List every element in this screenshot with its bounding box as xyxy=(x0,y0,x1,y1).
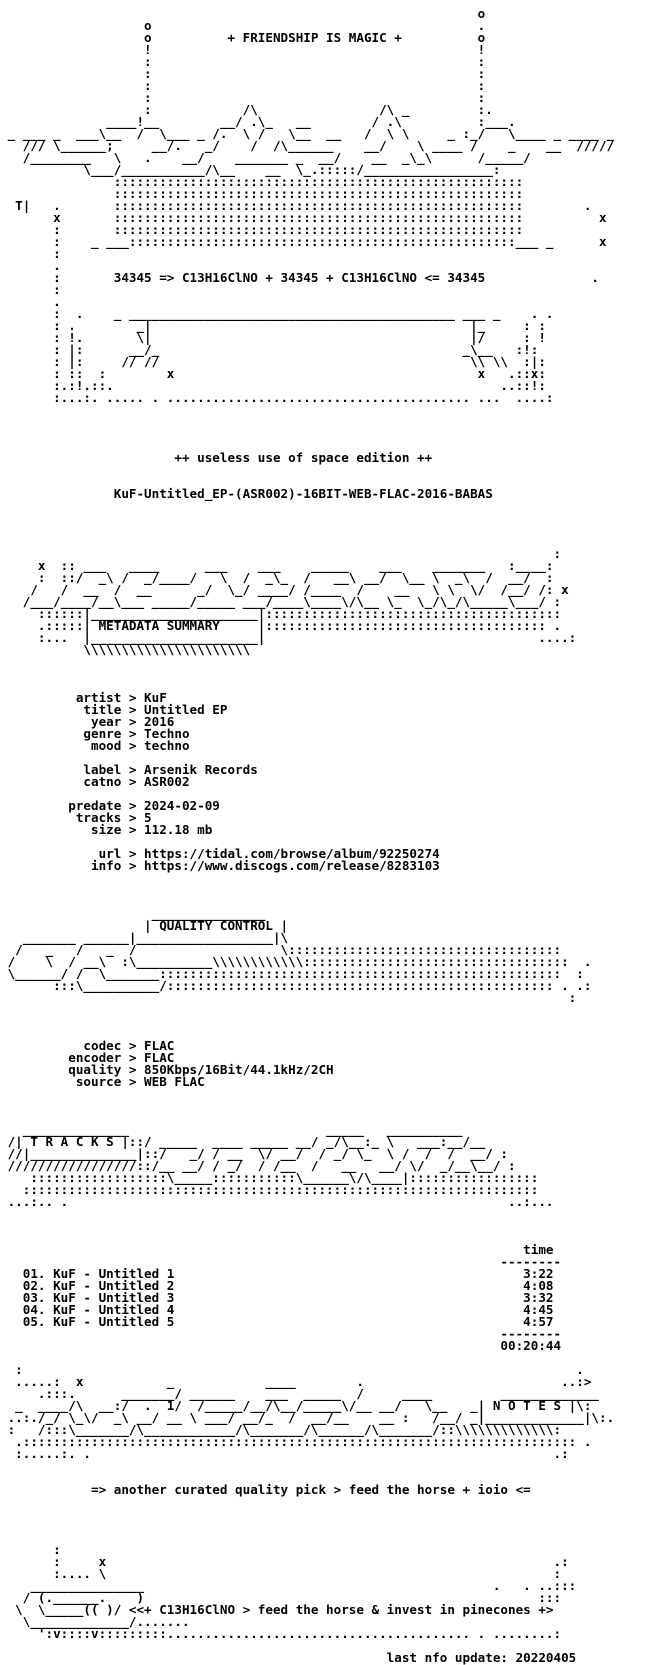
nfo-line: : _ ___:::::::::::::::::::::::::::::::::::::::::::::::::::___ _ x xyxy=(0,234,607,249)
nfo-line: _ ___ _ ___\__ / \___ _ /. \ / \__ __ / \ \ _ :_/ \____ _ ____ _ xyxy=(0,126,615,141)
nfo-line: :::::::::::::::::::::::::::::::::::::::::::::::::::::: xyxy=(0,186,524,201)
nfo-line: artist > KuF xyxy=(0,690,167,705)
nfo-line: mood > techno xyxy=(0,738,190,753)
nfo-line: url > https://tidal.com/browse/album/92250274 xyxy=(0,846,440,861)
nfo-line: \\\\\\\\\\\\\\\\\\\\\\ xyxy=(0,642,251,657)
nfo-line: x :::::::::::::::::::::::::::::::::::::::::::::::::::::: x xyxy=(0,210,607,225)
nfo-line: \ \_____(( )/ <<+ C13H16ClNO > feed the horse & invest in pinecones +> xyxy=(0,1602,554,1617)
nfo-line: :::\__________/::::::::::::::::::::::::::::::::::::::::::::::::::: . .: xyxy=(0,978,592,993)
nfo-line: tracks > 5 xyxy=(0,810,152,825)
nfo-line: //|______________|::/ _/ / __ \/ __/ / _/ \_ \ / / / __/ : xyxy=(0,1146,508,1161)
nfo-line: : : xyxy=(0,78,486,93)
nfo-line: ++ useless use of space edition ++ xyxy=(0,450,433,465)
nfo-line: : xyxy=(0,246,61,261)
nfo-line: : xyxy=(0,282,61,297)
nfo-line: codec > FLAC xyxy=(0,1038,175,1053)
nfo-line: ':v::::v:::::::::........................................ . ........: xyxy=(0,1626,562,1641)
nfo-line: : :: : x x .::x: xyxy=(0,366,546,381)
nfo-line: :.... \ : xyxy=(0,1566,562,1581)
nfo-line: ...:.. . ..:... xyxy=(0,1194,554,1209)
nfo-line: \______/ / \_______::::::::::::::::::::::::::::::::::::::::::::::::::::: : xyxy=(0,966,584,981)
nfo-line: encoder > FLAC xyxy=(0,1050,175,1065)
nfo-line: /////////////////::/__ __/ / _/ / /__ / __ __/ \/ _/__\__/ : xyxy=(0,1158,516,1173)
nfo-line: x :: ___ ____ ___ ___ _____ ___ _______ :____: xyxy=(0,558,554,573)
nfo-line: ____!__ __/ .\_ __ / .\ :___. xyxy=(0,114,516,129)
nfo-line: : 34345 => C13H16ClNO + 34345 + C13H16ClNO <= 34345 . xyxy=(0,270,599,285)
nfo-line: genre > Techno xyxy=(0,726,190,741)
nfo-line: info > https://www.discogs.com/release/8283103 xyxy=(0,858,440,873)
nfo-line: .::::::::::::::::::::::::::::::::::::::::::::::::::::::::::::::::::::::::: . xyxy=(0,1434,592,1449)
nfo-line: / (.______. ) ::: xyxy=(0,1590,562,1605)
nfo-line: ..:./_/ \_\/ _\ __/ __ \ ___/ __/_ / __/__ __ : /__/ _|_____________|\:. xyxy=(0,1410,615,1425)
nfo-line: _______ ______|__________________|\ xyxy=(0,930,289,945)
nfo-line: :.....:. . .: xyxy=(0,1446,569,1461)
nfo-line: source > WEB FLAC xyxy=(0,1074,205,1089)
nfo-line: .....: x _ ____ . ..:> xyxy=(0,1374,592,1389)
nfo-line: :.:!.::. ..::!: xyxy=(0,378,546,393)
nfo-line: : . _| |_ : : xyxy=(0,318,546,333)
nfo-line: :...:. ..... . ........................................ ... ....: xyxy=(0,390,554,405)
nfo-line: : x .: xyxy=(0,1554,569,1569)
nfo-line: ::::::|______________________|::::::::::::::::::::::::::::::::::::::: xyxy=(0,606,562,621)
nfo-line: 00:20:44 xyxy=(0,1338,562,1353)
nfo-line: : : xyxy=(0,66,486,81)
nfo-line: o + FRIENDSHIP IS MAGIC + o xyxy=(0,30,486,45)
nfo-line: 04. KuF - Untitled 4 4:45 xyxy=(0,1302,554,1317)
nfo-line: _______________ . . ..::: xyxy=(0,1578,577,1593)
nfo-line: | QUALITY CONTROL | xyxy=(0,918,289,933)
nfo-line: KuF-Untitled_EP-(ASR002)-16BIT-WEB-FLAC-2016-BABAS xyxy=(0,486,493,501)
nfo-line: predate > 2024-02-09 xyxy=(0,798,220,813)
nfo-line: _ ____/\ __:/ . 1/ /_____/__/\__/_____\/__ __/ \__ _| N O T E S |\: xyxy=(0,1398,592,1413)
nfo-line: time xyxy=(0,1242,554,1257)
nfo-line: year > 2016 xyxy=(0,714,175,729)
nfo-line: .:::::| METADATA SUMMARY |::::::::::::::::::::::::::::::::::::: . xyxy=(0,618,562,633)
nfo-line: : /\ /\ _ :. xyxy=(0,102,493,117)
nfo-line: . xyxy=(0,294,61,309)
nfo-line: quality > 850Kbps/16Bit/44.1kHz/2CH xyxy=(0,1062,334,1077)
nfo-line: 02. KuF - Untitled 2 4:08 xyxy=(0,1278,554,1293)
nfo-line: :::::::::::::::::::::::::::::::::::::::::::::::::::::: xyxy=(0,174,524,189)
nfo-line: \_____________/....... xyxy=(0,1614,190,1629)
nfo-line: size > 112.18 mb xyxy=(0,822,213,837)
nfo-line: ! ! xyxy=(0,42,486,57)
nfo-line: .:::. _______/ ______ ___ _____ / ____ _____________ xyxy=(0,1386,607,1401)
nfo-line: o xyxy=(0,6,486,21)
nfo-line: : /:::\_______/\____________/\_______/\______/\_______/::\\\\\\\\\\\\\: xyxy=(0,1422,562,1437)
nfo-line: : |: __/_ _\__ :!: xyxy=(0,342,539,357)
nfo-line: /// \______; __/. _/ / /\______ __/ \ ____ / _ __ ///// xyxy=(0,138,615,153)
nfo-line: -------- xyxy=(0,1254,562,1269)
nfo-line: /| T R A C K S |::/ _____ ____ _____ __/ _/\__:_ \ ___:__/__ xyxy=(0,1134,486,1149)
nfo-line: \___/___________/\__ __ \_.:::::/_________________: xyxy=(0,162,501,177)
nfo-line: / / __ / __ _/ \_/ ____/ /____ / __ \ \ \/ /__/ /: x xyxy=(0,582,569,597)
nfo-line: T| . :::::::::::::::::::::::::::::::::::::::::::::::::::::: . xyxy=(0,198,592,213)
nfo-line: last nfo update: 20220405 xyxy=(0,1650,577,1665)
nfo-line: : :::::::::::::::::::::::::::::::::::::::::::::::::::::: xyxy=(0,222,524,237)
nfo-line: /________ \ . __/ _______ _ __/ __ _\_\ /_____/ xyxy=(0,150,531,165)
nfo-line: :::::::::::::::::::::::::::::::::::::::::::::::::::::::::::::::::::: xyxy=(0,1182,539,1197)
nfo-line: : xyxy=(0,990,577,1005)
nfo-line: : ::/ _\ / _/____/ \ / _\_ / __\ __/ \__ \ _\ / __/ : xyxy=(0,570,569,585)
nfo-line: : . xyxy=(0,1362,584,1377)
nfo-line: _______________ xyxy=(0,906,266,921)
nfo-line: o . xyxy=(0,18,486,33)
nfo-line: : : xyxy=(0,90,486,105)
nfo-line: 01. KuF - Untitled 1 3:22 xyxy=(0,1266,554,1281)
nfo-line: : !. \| |/ : ! xyxy=(0,330,546,345)
nfo-line: ______________ _____ __________ xyxy=(0,1122,463,1137)
nfo-line: /___/____/__\___ _____/_____ ___/____\____\/\__ \_ \_/\_/\_____\___/ : xyxy=(0,594,569,609)
nfo-line: : . _ ___________________________________________ ___ _ . . xyxy=(0,306,554,321)
nfo-line: catno > ASR002 xyxy=(0,774,190,789)
nfo-line: => another curated quality pick > feed the horse + ioio <= xyxy=(0,1482,531,1497)
nfo-line: title > Untitled EP xyxy=(0,702,228,717)
nfo-line: : xyxy=(0,546,562,561)
nfo-line: ::::::::::::::::::\_____:::::::::::\______\/\____|::::::::::::::::: xyxy=(0,1170,539,1185)
nfo-line: : |: // // \\ \\ :|: xyxy=(0,354,546,369)
nfo-line: / \ / __\ :\__________\\\\\\\\\\\\::::::::::::::::::::::::::::::::::: . xyxy=(0,954,592,969)
nfo-line: / _ / _ / \:::::::::::::::::::::::::::::::::::: xyxy=(0,942,562,957)
nfo-line: -------- xyxy=(0,1326,562,1341)
nfo-line: :... |______________________| ....: xyxy=(0,630,577,645)
nfo-line: . xyxy=(0,258,61,273)
nfo-line: : xyxy=(0,1542,61,1557)
nfo-line: 03. KuF - Untitled 3 3:32 xyxy=(0,1290,554,1305)
nfo-line: label > Arsenik Records xyxy=(0,762,258,777)
nfo-line: 05. KuF - Untitled 5 4:57 xyxy=(0,1314,554,1329)
nfo-line: : : xyxy=(0,54,486,69)
